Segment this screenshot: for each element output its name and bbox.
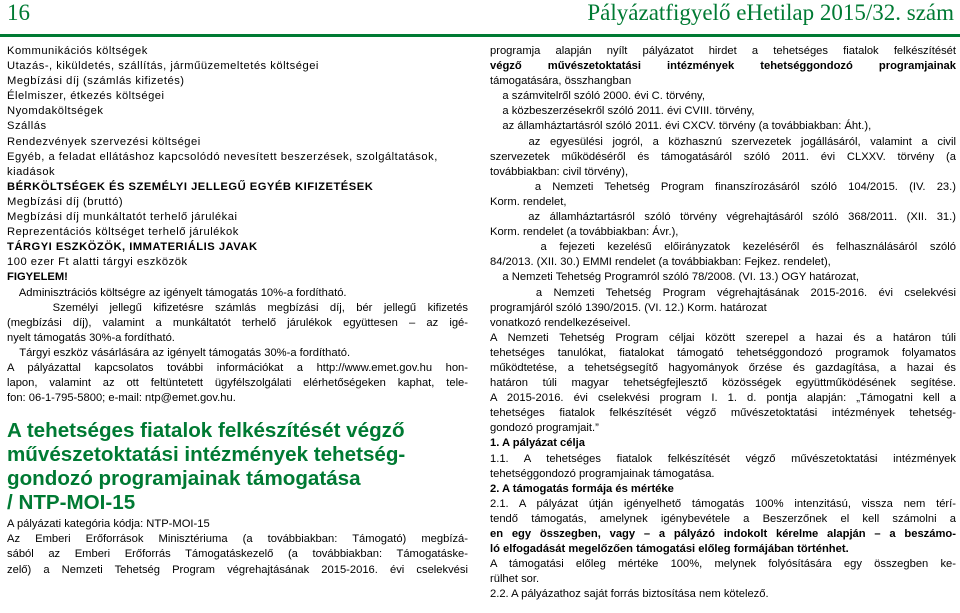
note-line: Személyi jellegű kifizetésre számlás megbízási díj, bér jellegű kifizetés	[7, 301, 468, 314]
call-title-line: művészetoktatási intézmények tehetség-	[7, 443, 406, 467]
legal-ref-line: a közbeszerzésekről szóló 2011. évi CVIII. törvény,	[490, 105, 755, 118]
page-header	[0, 0, 960, 37]
note-line: Adminisztrációs költségre az igényelt támogatás 10%-a fordítható.	[7, 286, 347, 299]
body-line: A 2015-2016. évi cselekvési program I. 1. d. pontja alapján: „Támogatni kell a	[490, 392, 956, 405]
personal-costs-heading: BÉRKÖLTSÉGEK ÉS SZEMÉLYI JELLEGŰ EGYÉB KIFIZETÉSEK	[7, 180, 374, 193]
section-line: tehetséggondozó programjainak támogatása.	[490, 467, 715, 480]
legal-ref-line: az államháztartásról szóló törvény végrehajtásáról szóló 368/2011. (XII. 31.)	[490, 211, 956, 224]
cost-list	[7, 44, 468, 270]
call-title	[7, 419, 468, 515]
section-heading: 2. A támogatás formája és mértéke	[490, 482, 674, 495]
cost-line: Szállás	[7, 120, 47, 133]
body-line: tehetséges tanulókat, fiatalokat támogató tehetséggondozó programok folyamatos	[490, 346, 956, 359]
cost-line: kiadások	[7, 165, 56, 178]
note-line: nyelt támogatás 30%-a fordítható.	[7, 331, 175, 344]
body-line: vonatkozó rendelkezéseivel.	[490, 316, 631, 329]
section-line: tendő támogatás, amelynek igénybevétele a Beszerzőnek el kell számolni a	[490, 512, 956, 525]
left-column	[7, 44, 468, 578]
section-line: ló elfogadását megelőzően támogatási előleg formájában történhet.	[490, 543, 849, 556]
legal-ref-line: Korm. rendelet (a továbbiakban: Ávr.),	[490, 226, 679, 239]
cost-line: Megbízási díj (számlás kifizetés)	[7, 75, 185, 88]
body-line: A Nemzeti Tehetség Program céljai között szerepel a hazai és a határon túli	[490, 331, 956, 344]
legal-ref-line: a fejezeti kezelésű előirányzatok kezeléséről és felhasználásáról szóló	[490, 241, 956, 254]
section-line: en egy összegben, vagy – a pályázó indokolt kérelme alapján – a beszámo-	[490, 528, 956, 540]
section-line: A támogatási előleg mértéke 100%, melynek folyósítására egy összegben ke-	[490, 558, 956, 571]
page-number: 16	[7, 0, 30, 25]
body-line: programja alapján nyílt pályázatot hirdet a tehetséges fiatalok felkészítését	[490, 45, 956, 57]
legal-ref-line: szervezetek működéséről és támogatásáról szóló 2011. évi CLXXV. törvény (a	[490, 150, 956, 163]
personal-cost-line: Reprezentációs költséget terhelő járulékok	[7, 226, 239, 239]
personal-cost-line: Megbízási díj munkáltatót terhelő járulékai	[7, 211, 238, 224]
notes	[7, 286, 468, 407]
attention-label: FIGYELEM!	[7, 271, 68, 284]
body-line: támogatására, összhangban	[490, 75, 632, 88]
legal-ref-line: Korm. rendelet,	[490, 195, 567, 208]
intro-line: zelő) a Nemzeti Tehetség Program végrehajtásának 2015-2016. évi cselekvési	[7, 563, 468, 576]
legal-ref-line: az egyesülési jogról, a közhasznú szervezetek jogállásáról, valamint a civil	[490, 135, 956, 148]
intro-line: Az Emberi Erőforrások Minisztériuma (a továbbiakban: Támogató) megbízá-	[7, 533, 468, 546]
note-line: fon: 06-1-795-5800; e-mail: ntp@emet.gov.hu.	[7, 392, 236, 405]
cost-line: Egyéb, a feladat ellátáshoz kapcsolódó nevesített beszerzések, szolgáltatások,	[7, 150, 438, 163]
publication-title: Pályázatfigyelő eHetilap 2015/32. szám	[587, 0, 954, 25]
call-title-line: gondozó programjainak támogatása	[7, 467, 361, 491]
cost-line: Rendezvények szervezési költségei	[7, 135, 201, 148]
legal-ref-line: programjáról szóló 1390/2015. (VI. 12.) Korm. határozat	[490, 301, 767, 314]
call-title-line: A tehetséges fiatalok felkészítését végző	[7, 419, 405, 443]
note-line: A pályázattal kapcsolatos további információkat a http://www.emet.gov.hu hon-	[7, 361, 468, 374]
category-code: A pályázati kategória kódja: NTP-MOI-15	[7, 518, 210, 531]
section-line: 2.2. A pályázathoz saját forrás biztosítása nem kötelező.	[490, 588, 769, 601]
cost-line: Élelmiszer, étkezés költségei	[7, 90, 165, 103]
legal-ref-line: a Nemzeti Tehetség Program végrehajtásának 2015-2016. évi cselekvési	[490, 286, 956, 299]
body-line: tehetséges fiatalok felkészítését végző művészetoktatási intézmények tehetség-	[490, 407, 956, 420]
body-line: működtetése, a tehetségsegítő hagyományok őrzése és gazdagítása, a hazai és	[490, 361, 956, 374]
legal-ref-line: az államháztartásról szóló 2011. évi CXCV. törvény (a továbbiakban: Áht.),	[490, 120, 872, 133]
personal-cost-line: Megbízási díj (bruttó)	[7, 195, 124, 208]
body-line: végző művészetoktatási intézmények tehetséggondozó programjainak	[490, 60, 956, 73]
cost-line: Utazás-, kiküldetés, szállítás, járműüzemeltetés költségei	[7, 60, 319, 73]
section-line: 2.1. A pályázat útján igényelhető támogatás 100% intenzitású, vissza nem térí-	[490, 497, 956, 510]
call-title-line: / NTP-MOI-15	[7, 491, 136, 515]
section-heading: 1. A pályázat célja	[490, 437, 585, 450]
section-line: rülhet sor.	[490, 573, 540, 586]
section-line: 1.1. A tehetséges fiatalok felkészítését végző művészetoktatási intézmények	[490, 452, 956, 465]
note-line: (megbízási díj), valamint a munkáltatót terhelő járulékok együttesen – az igé-	[7, 316, 468, 329]
note-line: Tárgyi eszköz vásárlására az igényelt támogatás 30%-a fordítható.	[7, 346, 351, 359]
body-line: gondozó programjait.”	[490, 422, 599, 435]
assets-line: 100 ezer Ft alatti tárgyi eszközök	[7, 256, 188, 269]
legal-ref-line: 84/2013. (XII. 30.) EMMI rendelet (a továbbiakban: Fejkez. rendelet),	[490, 256, 831, 269]
body-line: határon túli magyar tehetségfejlesztő közösségek együttműködésének segítése.	[490, 377, 956, 390]
assets-heading: TÁRGYI ESZKÖZÖK, IMMATERIÁLIS JAVAK	[7, 241, 258, 254]
note-line: lapon, valamint az ott feltüntetett ügyfélszolgálati elérhetőségeken kaphat, tele-	[7, 377, 468, 390]
cost-line: Nyomdaköltségek	[7, 105, 104, 118]
legal-ref-line: a Nemzeti Tehetség Programról szóló 78/2008. (VI. 13.) OGY határozat,	[490, 271, 859, 284]
right-column	[490, 44, 956, 602]
legal-ref-line: továbbiakban: civil törvény),	[490, 165, 629, 178]
cost-line: Kommunikációs költségek	[7, 45, 148, 57]
intro-line: sából az Emberi Erőforrás Támogatáskezelő (a továbbiakban: Támogatáske-	[7, 548, 468, 561]
legal-ref-line: a számvitelről szóló 2000. évi C. törvény,	[490, 90, 705, 103]
legal-ref-line: a Nemzeti Tehetség Program finanszírozásáról szóló 104/2015. (IV. 23.)	[490, 180, 956, 193]
